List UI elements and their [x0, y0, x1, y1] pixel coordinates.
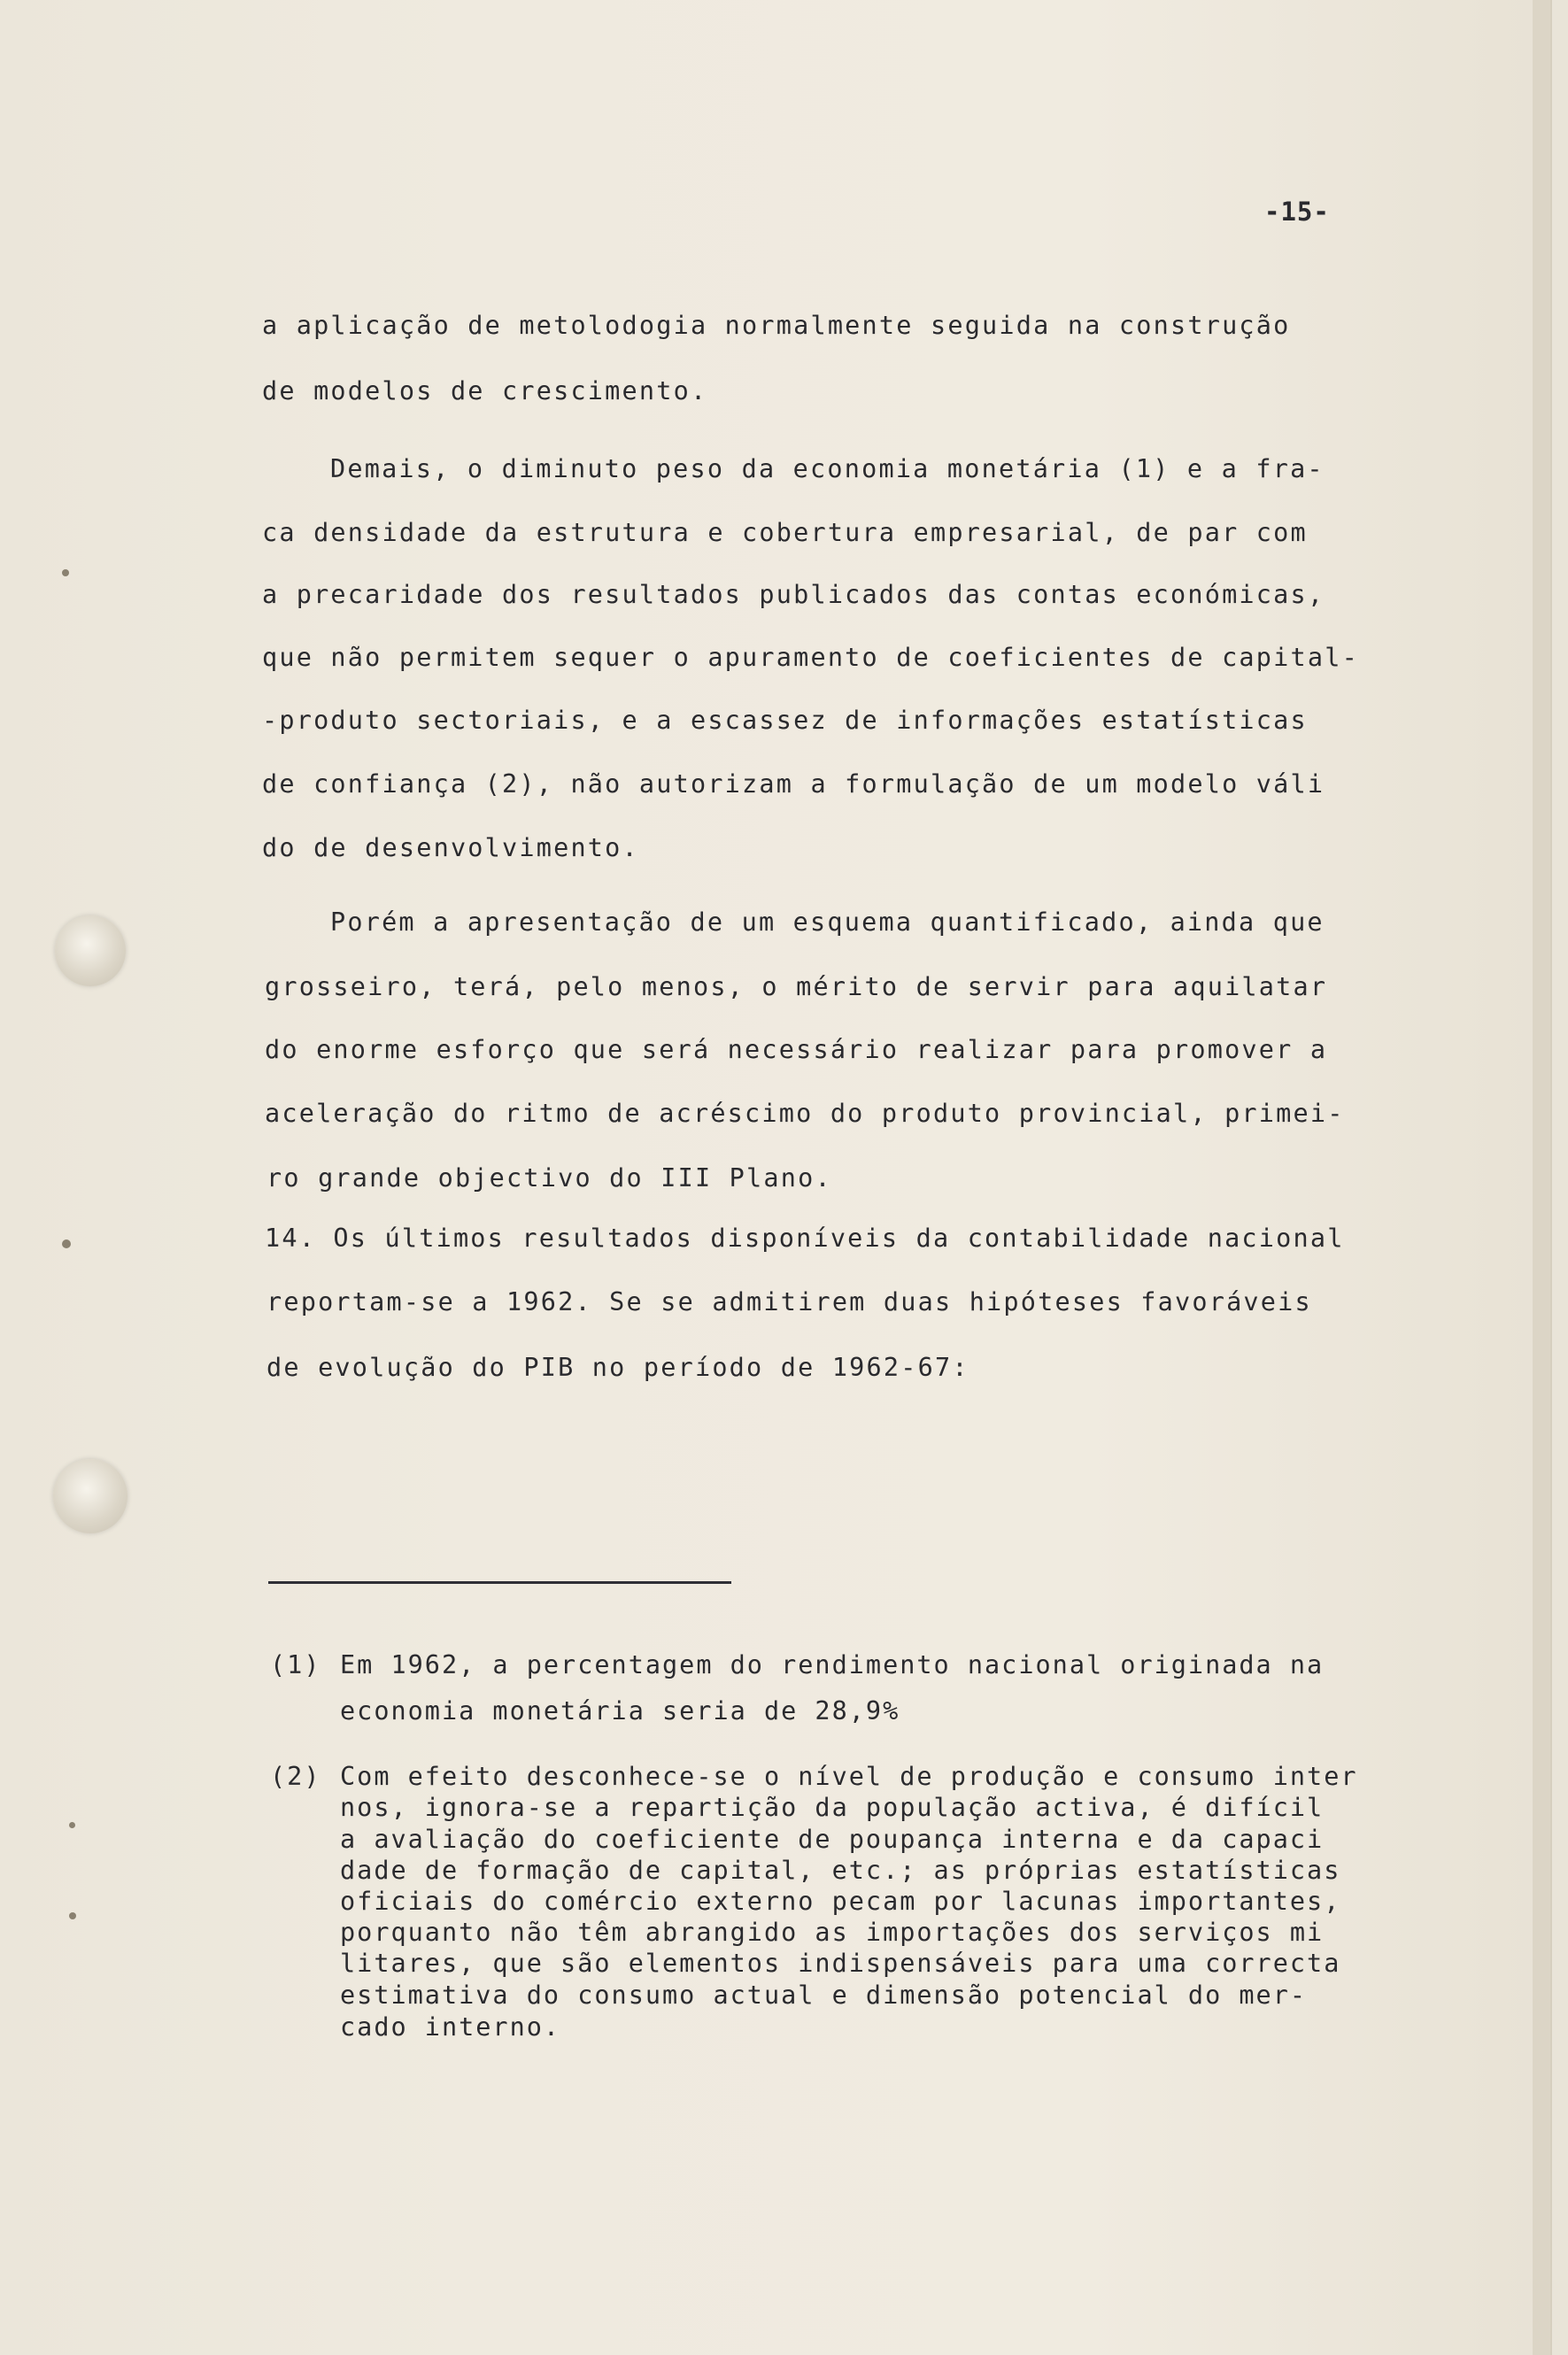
margin-speck — [62, 1239, 71, 1248]
page-edge — [1533, 0, 1550, 2355]
punch-hole — [55, 915, 126, 986]
footnote-line: Em 1962, a percentagem do rendimento nacional originada na — [340, 1650, 1325, 1679]
footnote-line: estimativa do consumo actual e dimensão potencial do mer- — [340, 1981, 1308, 2010]
text-line: grosseiro, terá, pelo menos, o mérito de servir para aquilatar — [265, 972, 1328, 1001]
footnote-separator — [268, 1581, 731, 1584]
footnote-line: dade de formação de capital, etc.; as próprias estatísticas — [340, 1856, 1341, 1885]
text-line: do de desenvolvimento. — [262, 833, 639, 862]
text-line: a precaridade dos resultados publicados das contas económicas, — [262, 580, 1325, 609]
text-line: do enorme esforço que será necessário realizar para promover a — [265, 1035, 1328, 1064]
footnote-line: nos, ignora-se a repartição da população activa, é difícil — [340, 1793, 1325, 1822]
text-line: de evolução do PIB no período de 1962-67: — [266, 1353, 969, 1382]
footnote-line: a avaliação do coeficiente de poupança interna e da capaci — [340, 1825, 1325, 1854]
footnote-line: litares, que são elementos indispensáveis para uma correcta — [340, 1949, 1341, 1978]
text-line: de modelos de crescimento. — [262, 376, 708, 405]
footnote-line: economia monetária seria de 28,9% — [340, 1696, 900, 1726]
text-line: que não permitem sequer o apuramento de coeficientes de capital- — [262, 643, 1359, 672]
text-line: aceleração do ritmo de acréscimo do produto provincial, primei- — [265, 1099, 1345, 1128]
text-line: reportam-se a 1962. Se se admitirem duas hipóteses favoráveis — [266, 1287, 1312, 1316]
footnote-line: oficiais do comércio externo pecam por lacunas importantes, — [340, 1887, 1341, 1916]
text-line: de confiança (2), não autorizam a formulação de um modelo váli — [262, 769, 1325, 799]
margin-speck — [62, 569, 69, 576]
text-line: a aplicação de metolodogia normalmente seguida na construção — [262, 311, 1291, 340]
text-line: -produto sectoriais, e a escassez de informações estatísticas — [262, 706, 1308, 735]
text-line: Demais, o diminuto peso da economia monetária (1) e a fra- — [330, 454, 1325, 483]
text-line: Porém a apresentação de um esquema quantificado, ainda que — [330, 907, 1325, 937]
text-line: ca densidade da estrutura e cobertura empresarial, de par com — [262, 518, 1308, 547]
footnote-line: cado interno. — [340, 2012, 561, 2042]
footnote-marker: (2) — [270, 1762, 321, 1791]
punch-hole — [53, 1459, 127, 1533]
text-line: ro grande objectivo do III Plano. — [266, 1163, 832, 1193]
footnote-line: porquanto não têm abrangido as importações dos serviços mi — [340, 1918, 1325, 1947]
margin-speck — [69, 1912, 76, 1919]
text-line: 14. Os últimos resultados disponíveis da contabilidade nacional — [265, 1224, 1345, 1253]
footnote-marker: (1) — [270, 1650, 321, 1679]
margin-speck — [69, 1822, 75, 1828]
footnote-line: Com efeito desconhece-se o nível de produção e consumo inter — [340, 1762, 1358, 1791]
page-number: -15- — [1264, 197, 1330, 227]
